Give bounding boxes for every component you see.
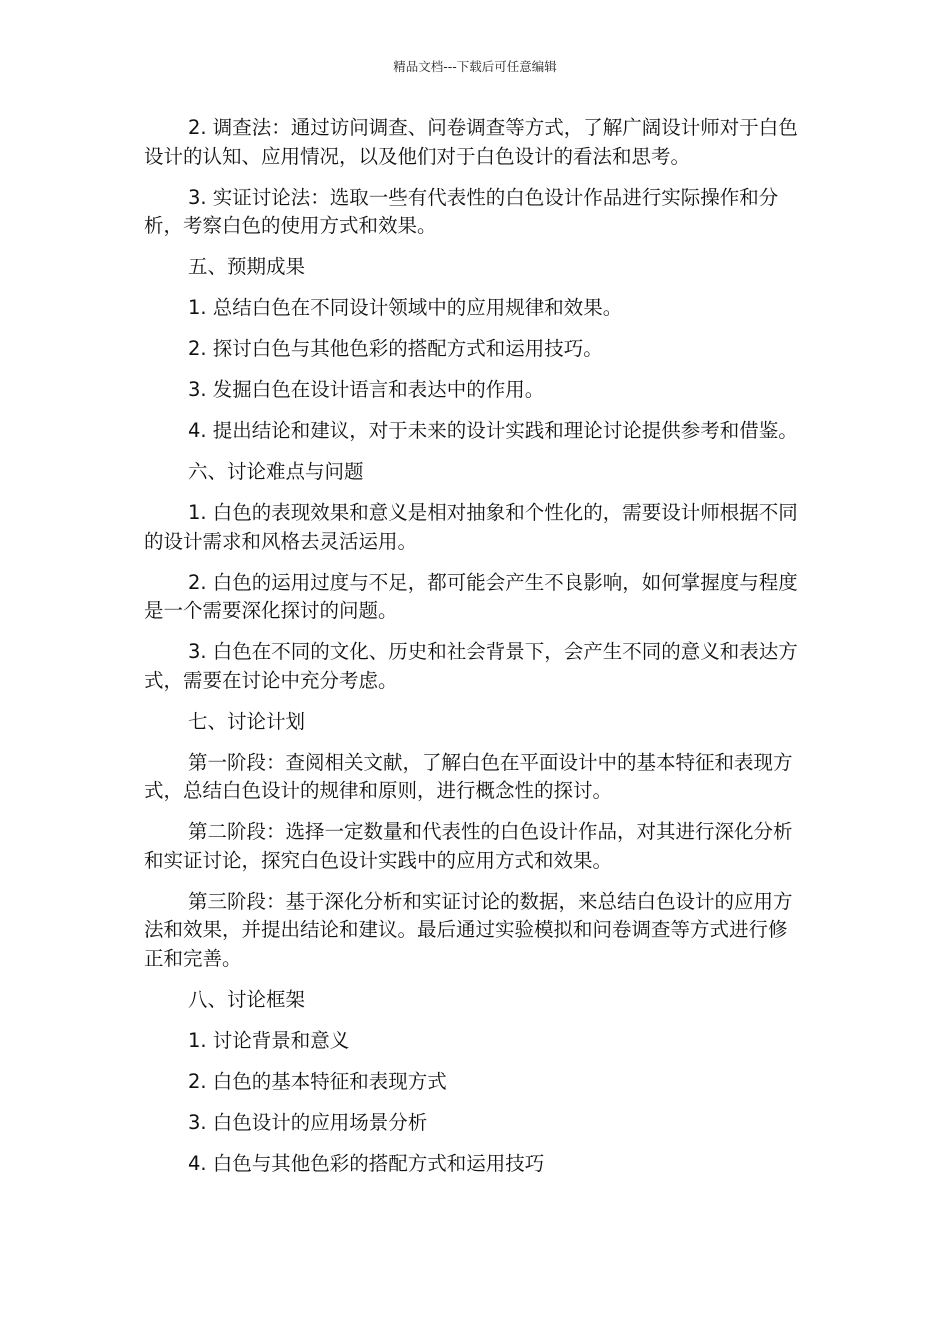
list-item: 1. 讨论背景和意义: [188, 1028, 350, 1052]
list-item: 1. 白色的表现效果和意义是相对抽象和个性化的，需要设计师根据不同的设计需求和风格去灵活运用。: [144, 501, 798, 553]
list-item: 2. 白色的运用过度与不足，都可能会产生不良影响，如何掌握度与程度是一个需要深化探讨的问题。: [144, 570, 798, 622]
document-body: [144, 114, 799, 1191]
paragraph: 3. 实证讨论法：选取一些有代表性的白色设计作品进行实际操作和分析，考察白色的使用方式和效果。: [144, 185, 779, 237]
paragraph: 第二阶段：选择一定数量和代表性的白色设计作品，对其进行深化分析和实证讨论，探究白色设计实践中的应用方式和效果。: [144, 820, 793, 872]
list-item: 4. 白色与其他色彩的搭配方式和运用技巧: [188, 1151, 545, 1175]
list-item: 3. 白色设计的应用场景分析: [188, 1110, 428, 1134]
paragraph: 2. 调查法：通过访问调查、问卷调查等方式，了解广阔设计师对于白色设计的认知、应用情况，以及他们对于白色设计的看法和思考。: [144, 116, 798, 168]
list-item: 3. 发掘白色在设计语言和表达中的作用。: [188, 378, 545, 401]
list-item: 2. 白色的基本特征和表现方式: [188, 1069, 447, 1093]
section-heading: 五、预期成果: [188, 255, 306, 278]
list-item: 4. 提出结论和建议，对于未来的设计实践和理论讨论提供参考和借鉴。: [188, 419, 798, 442]
page-header: 精品文档---下载后可任意编辑: [393, 59, 557, 74]
section-heading: 六、讨论难点与问题: [188, 460, 364, 483]
paragraph: 第三阶段：基于深化分析和实证讨论的数据，来总结白色设计的应用方法和效果，并提出结论和建议。最后通过实验模拟和问卷调查等方式进行修正和完善。: [144, 889, 793, 970]
list-item: 1. 总结白色在不同设计领域中的应用规律和效果。: [188, 296, 623, 319]
list-item: 3. 白色在不同的文化、历史和社会背景下，会产生不同的意义和表达方式，需要在讨论中充分考虑。: [144, 640, 798, 692]
section-heading: 七、讨论计划: [188, 709, 306, 733]
section-heading: 八、讨论框架: [188, 987, 306, 1011]
list-item: 2. 探讨白色与其他色彩的搭配方式和运用技巧。: [188, 337, 603, 360]
paragraph: 第一阶段：查阅相关文献，了解白色在平面设计中的基本特征和表现方式，总结白色设计的规律和原则，进行概念性的探讨。: [144, 750, 793, 802]
